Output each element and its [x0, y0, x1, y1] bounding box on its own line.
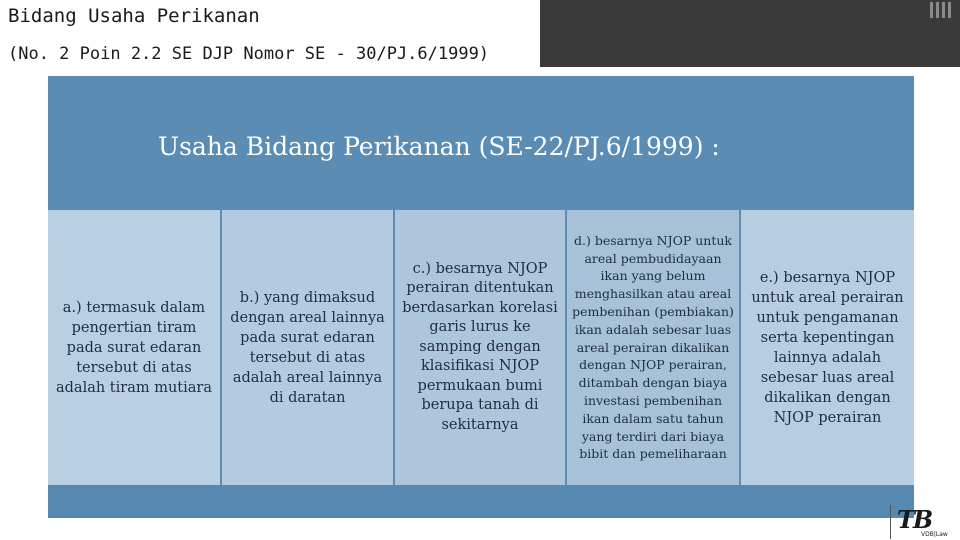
logo	[890, 505, 955, 539]
slide-panel	[48, 76, 914, 518]
column-d	[567, 210, 739, 485]
column-e	[741, 210, 914, 485]
column-a	[48, 210, 220, 485]
logo-subtext: VDB|Law	[921, 531, 948, 538]
column-b	[222, 210, 393, 485]
page-title: Bidang Usaha Perikanan	[8, 5, 260, 27]
column-d-text: d.) besarnya NJOP untuk areal pembudidayaan ikan yang belum menghasilkan atau areal pembenihan (pembiakan) ikan adalah sebesar luas areal perairan dikalikan dengan NJOP perairan, ditambah dengan biaya investasi pembenihan ikan dalam satu tahun yang terdiri dari biaya bibit dan pemeliharaan	[572, 232, 734, 462]
slide-heading: Usaha Bidang Perikanan (SE-22/PJ.6/1999) :	[158, 132, 720, 161]
slide-heading-box	[48, 76, 914, 210]
page-subtitle: (No. 2 Poin 2.2 SE DJP Nomor SE - 30/PJ.6/1999)	[8, 44, 490, 64]
column-b-text: b.) yang dimaksud dengan areal lainnya pada surat edaran tersebut di atas adalah areal lainnya di daratan	[230, 289, 385, 406]
corner-decoration	[930, 2, 954, 18]
column-c-text: c.) besarnya NJOP perairan ditentukan berdasarkan korelasi garis lurus ke samping dengan klasifikasi NJOP permukaan bumi berupa tanah di sekitarnya	[402, 260, 558, 433]
logo-mark: TB	[897, 505, 932, 534]
column-c	[395, 210, 565, 485]
column-a-text: a.) termasuk dalam pengertian tiram pada surat edaran tersebut di atas adalah tiram mutiara	[56, 299, 212, 396]
bottom-strip	[48, 485, 914, 518]
column-e-text: e.) besarnya NJOP untuk areal perairan untuk pengamanan serta kepentingan lainnya adalah sebesar luas areal dikalikan dengan NJOP perairan	[751, 269, 904, 426]
